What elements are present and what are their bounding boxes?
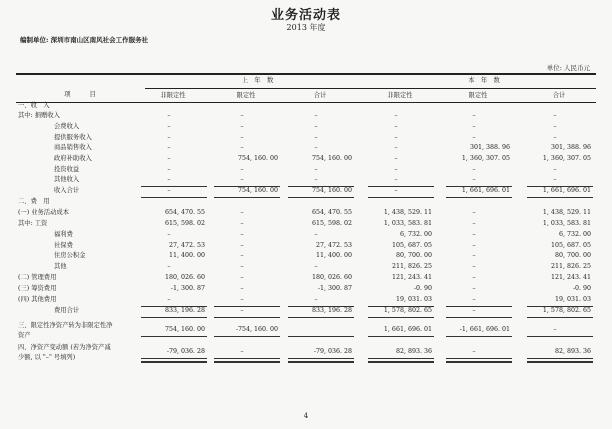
total-underline [446,336,512,337]
header-item: 项 目 [64,91,96,98]
table-cell: – [472,285,476,292]
table-top-border [16,73,596,75]
table-cell: – [394,187,398,194]
table-cell: 1, 360, 307. 05 [542,155,591,162]
table-cell: 82, 893. 36 [554,348,591,355]
table-cell: – [314,176,318,183]
table-cell: – [553,112,557,119]
table-cell: -1, 300. 87 [170,285,205,292]
report-year: 2013 年度 [286,23,326,32]
row-label: 四、净资产变动额 (若为净资产减 [18,344,111,351]
table-cell: – [314,296,318,303]
table-cell: 19, 031. 03 [554,296,591,303]
table-cell: 654, 470. 55 [164,209,205,216]
table-cell: – [167,231,171,238]
subtotal-line [141,306,207,307]
table-cell: – [314,166,318,173]
total-underline [446,358,512,359]
table-cell: 121, 243. 41 [550,274,591,281]
table-cell: 11, 400. 00 [315,252,352,259]
total-underline [214,197,280,198]
table-cell: – [472,123,476,130]
table-cell: – [314,123,318,130]
header-divider [145,88,596,89]
row-label: 二、费 用 [18,198,50,205]
subtotal-line [446,306,512,307]
subtotal-line [368,306,434,307]
total-underline [141,317,207,318]
table-cell: 301, 388. 96 [550,144,591,151]
row-label: 收入合计 [54,187,80,194]
header-bottom-border [16,102,596,103]
table-cell: 1, 033, 583. 81 [542,220,591,227]
table-cell: 1, 661, 696. 01 [542,187,591,194]
table-cell: – [240,296,244,303]
total-underline [368,317,434,318]
table-cell: – [394,155,398,162]
total-underline [214,358,280,359]
table-cell: 121, 243. 41 [391,274,432,281]
table-cell: 180, 026. 60 [164,274,205,281]
final-double-underline [446,361,512,363]
final-double-underline [141,361,207,363]
row-label: 其中: 捐赠收入 [18,112,60,119]
table-cell: 211, 826. 25 [391,263,432,270]
subtotal-line [368,186,434,187]
table-cell: – [167,134,171,141]
total-underline [141,197,207,198]
table-cell: – [472,348,476,355]
table-cell: – [472,263,476,270]
row-label: 会费收入 [54,123,80,130]
table-cell: 833, 196. 28 [164,307,205,314]
subtotal-line [288,306,354,307]
table-cell: – [240,209,244,216]
table-cell: – [240,231,244,238]
table-cell: – [240,176,244,183]
table-cell: -79, 036. 28 [313,348,352,355]
table-cell: -0. 90 [572,285,591,292]
final-double-underline [214,361,280,363]
table-cell: 754, 160. 00 [237,187,278,194]
table-cell: 754, 160. 00 [237,155,278,162]
row-label-continued: 资产 [18,332,31,339]
table-cell: 105, 687. 05 [391,242,432,249]
table-cell: – [472,112,476,119]
column-header: 合计 [313,92,327,99]
table-cell: 1, 578, 802. 65 [383,307,432,314]
table-cell: – [167,166,171,173]
subtotal-line [214,306,280,307]
table-cell: – [472,166,476,173]
table-cell: – [314,263,318,270]
row-label: 其他 [54,263,67,270]
total-underline [527,358,593,359]
table-cell: – [314,134,318,141]
table-cell: – [240,263,244,270]
table-cell: 1, 033, 583. 81 [383,220,432,227]
table-cell: 180, 026. 60 [311,274,352,281]
table-cell: 27, 472. 53 [315,242,352,249]
table-cell: – [472,176,476,183]
table-cell: – [472,134,476,141]
table-cell: 833, 196. 28 [311,307,352,314]
table-cell: – [240,252,244,259]
table-cell: – [167,296,171,303]
total-underline [446,197,512,198]
subtotal-line [214,186,280,187]
table-cell: – [167,176,171,183]
table-cell: -79, 036. 28 [166,348,205,355]
table-cell: – [553,326,557,333]
table-cell: – [167,187,171,194]
table-cell: 80, 700. 00 [395,252,432,259]
row-label: 费用合计 [54,307,80,314]
table-cell: – [314,112,318,119]
table-cell: -0. 90 [413,285,432,292]
table-cell: 105, 687. 05 [550,242,591,249]
table-cell: 301, 388. 96 [469,144,510,151]
table-cell: – [472,231,476,238]
row-label: 社保费 [54,242,73,249]
currency-unit: 单位: 人民币元 [546,64,590,72]
table-cell: 19, 031. 03 [395,296,432,303]
table-cell: 654, 470. 55 [311,209,352,216]
row-label: (一) 业务活动成本 [18,209,69,216]
table-cell: 80, 700. 00 [554,252,591,259]
subtotal-line [288,186,354,187]
table-cell: – [472,252,476,259]
total-underline [214,317,280,318]
table-cell: – [472,209,476,216]
table-cell: 6, 732. 00 [558,231,591,238]
total-underline [527,336,593,337]
table-cell: – [553,123,557,130]
table-cell: – [394,134,398,141]
table-cell: 754, 160. 00 [164,326,205,333]
table-cell: – [472,307,476,314]
table-cell: – [314,231,318,238]
column-header: 限定性 [468,92,488,99]
table-cell: 1, 438, 529. 11 [542,209,591,216]
table-cell: – [394,176,398,183]
table-cell: – [240,166,244,173]
table-cell: – [394,166,398,173]
row-label: (三) 筹资费用 [18,285,57,292]
final-double-underline [527,361,593,363]
table-cell: 615, 598. 02 [164,220,205,227]
table-cell: – [240,123,244,130]
table-cell: 615, 598. 02 [311,220,352,227]
total-underline [288,336,354,337]
table-cell: -754, 160. 00 [235,326,278,333]
table-cell: 754, 160. 00 [311,187,352,194]
total-underline [368,336,434,337]
table-cell: – [394,112,398,119]
row-label: 提供服务收入 [54,134,92,141]
row-label: 投资收益 [54,166,80,173]
table-cell: 27, 472. 53 [168,242,205,249]
column-header: 非限定性 [387,92,413,99]
table-cell: – [167,263,171,270]
table-cell: -1, 300. 87 [317,285,352,292]
total-underline [446,317,512,318]
page-number: 4 [303,412,309,420]
row-label: 三、限定性净资产转为非限定性净 [18,322,113,329]
table-cell: – [167,144,171,151]
table-cell: – [240,274,244,281]
total-underline [141,358,207,359]
table-cell: – [553,134,557,141]
table-cell: – [553,176,557,183]
final-double-underline [288,361,354,363]
subtotal-line [527,186,593,187]
table-cell: 82, 893. 36 [395,348,432,355]
header-curr-year: 本 年 数 [468,77,500,84]
table-cell: 1, 578, 802. 65 [542,307,591,314]
table-cell: 11, 400. 00 [168,252,205,259]
column-header: 合计 [552,92,566,99]
subtotal-line [141,186,207,187]
row-label-continued: 少额, 以 "–" 号填列) [18,354,76,361]
total-underline [288,358,354,359]
table-cell: 1, 360, 307. 05 [461,155,510,162]
table-cell: – [167,112,171,119]
page-title: 业务活动表 [270,8,341,23]
subtotal-line [446,186,512,187]
table-cell: – [240,307,244,314]
table-cell: – [472,296,476,303]
total-underline [288,197,354,198]
table-cell: – [394,123,398,130]
total-underline [368,197,434,198]
row-label: 住房公积金 [54,252,86,259]
table-cell: – [240,242,244,249]
table-cell: 1, 661, 696. 01 [383,326,432,333]
final-double-underline [368,361,434,363]
table-cell: – [240,134,244,141]
table-cell: – [553,166,557,173]
total-underline [214,336,280,337]
total-underline [141,336,207,337]
total-underline [288,317,354,318]
table-cell: 754, 160. 00 [311,155,352,162]
table-cell: – [167,155,171,162]
row-label: (二) 管理费用 [18,274,57,281]
table-cell: 6, 732. 00 [399,231,432,238]
column-header: 限定性 [236,92,256,99]
organization-name: 编制单位: 深圳市南山区南风社会工作服务社 [20,36,149,44]
row-label: (四) 其他费用 [18,296,57,303]
total-underline [368,358,434,359]
column-header: 非限定性 [160,92,186,99]
table-cell: – [394,144,398,151]
total-underline [527,317,593,318]
table-cell: – [240,348,244,355]
table-cell: -1, 661, 696. 01 [459,326,510,333]
table-cell: – [314,144,318,151]
table-cell: – [472,220,476,227]
table-cell: – [472,242,476,249]
table-cell: 1, 438, 529. 11 [383,209,432,216]
row-label: 福利费 [54,231,73,238]
row-label: 其他收入 [54,176,80,183]
table-cell: 211, 826. 25 [550,263,591,270]
total-underline [527,197,593,198]
table-cell: – [240,285,244,292]
row-label: 政府补助收入 [54,155,92,162]
table-cell: 1, 661, 696. 01 [461,187,510,194]
header-prev-year: 上 年 数 [241,77,274,84]
table-cell: – [240,220,244,227]
table-cell: – [240,144,244,151]
table-cell: – [167,123,171,130]
row-label: 商品销售收入 [54,144,92,151]
table-cell: – [472,274,476,281]
row-label: 其中: 工资 [18,220,48,227]
subtotal-line [527,306,593,307]
table-cell: – [240,112,244,119]
row-label: 一、收 入 [18,102,50,109]
